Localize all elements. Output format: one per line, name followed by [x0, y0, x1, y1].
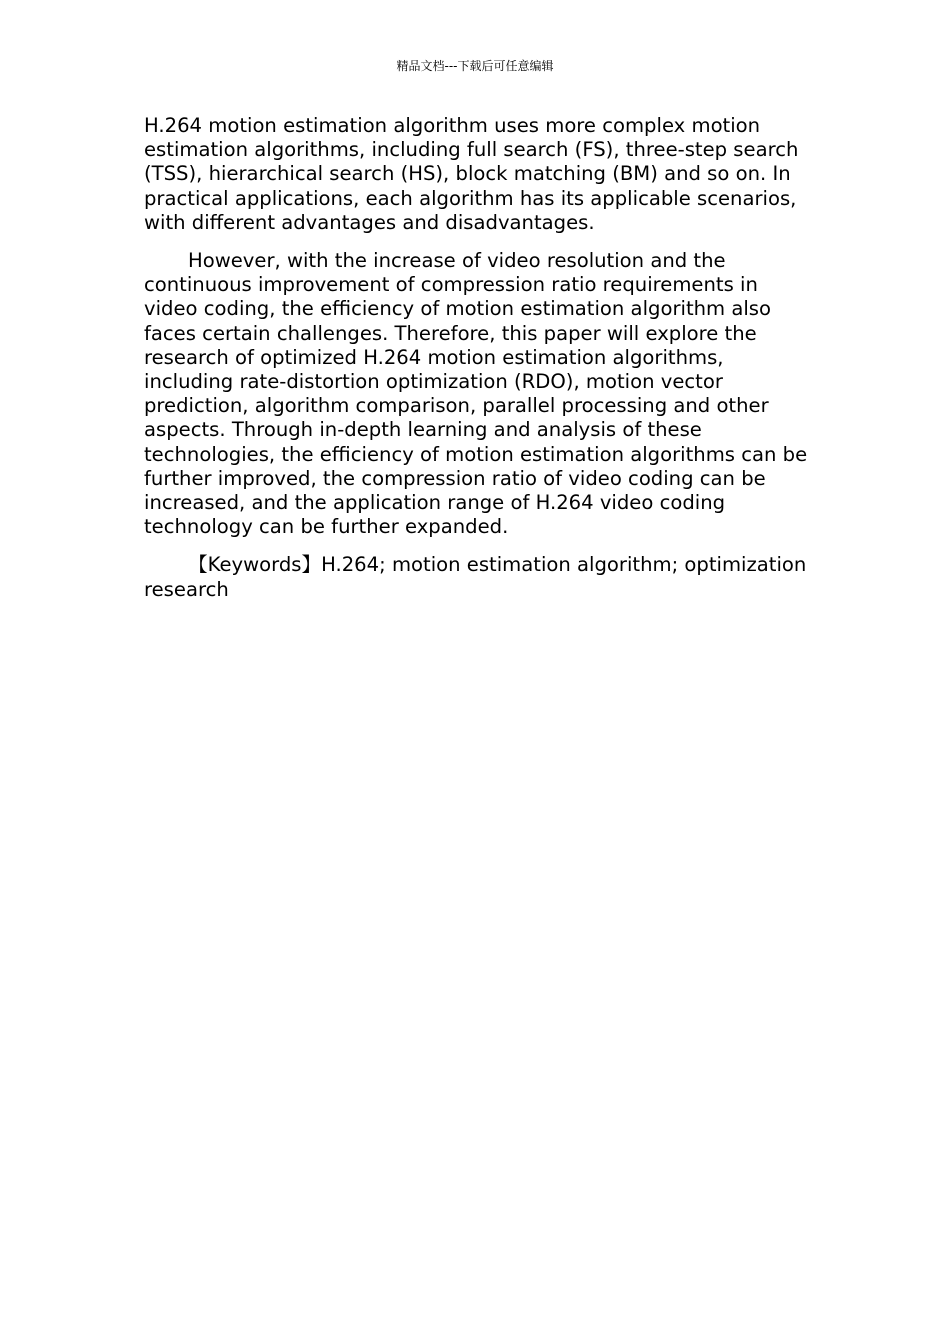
keywords-label: 【Keywords】: [188, 553, 322, 577]
paragraph-optimization-research: However, with the increase of video resolution and the continuous improvement of compression ratio requirements in video coding, the efficiency of motion estimation algorithm also faces certain challenges. Therefore, this paper will explore the research of optimized H.264 motion estimation algorithms, including rate-distortion optimization (RDO), motion vector prediction, algorithm comparison, parallel processing and other aspects. Through in-depth learning and analysis of these technologies, the efficiency of motion estimation algorithms can be further improved, the compression ratio of video coding can be increased, and the application range of H.264 video coding technology can be further expanded.: [144, 249, 808, 539]
keywords-line: [144, 553, 808, 601]
document-body: [144, 114, 808, 616]
page-header: 精品文档---下载后可任意编辑: [396, 59, 554, 73]
paragraph-motion-estimation-intro: H.264 motion estimation algorithm uses more complex motion estimation algorithms, including full search (FS), three-step search (TSS), hierarchical search (HS), block matching (BM) and so on. In practical applications, each algorithm has its applicable scenarios, with different advantages and disadvantages.: [144, 114, 799, 234]
keywords-text: H.264; motion estimation algorithm; optimization research: [144, 553, 807, 601]
